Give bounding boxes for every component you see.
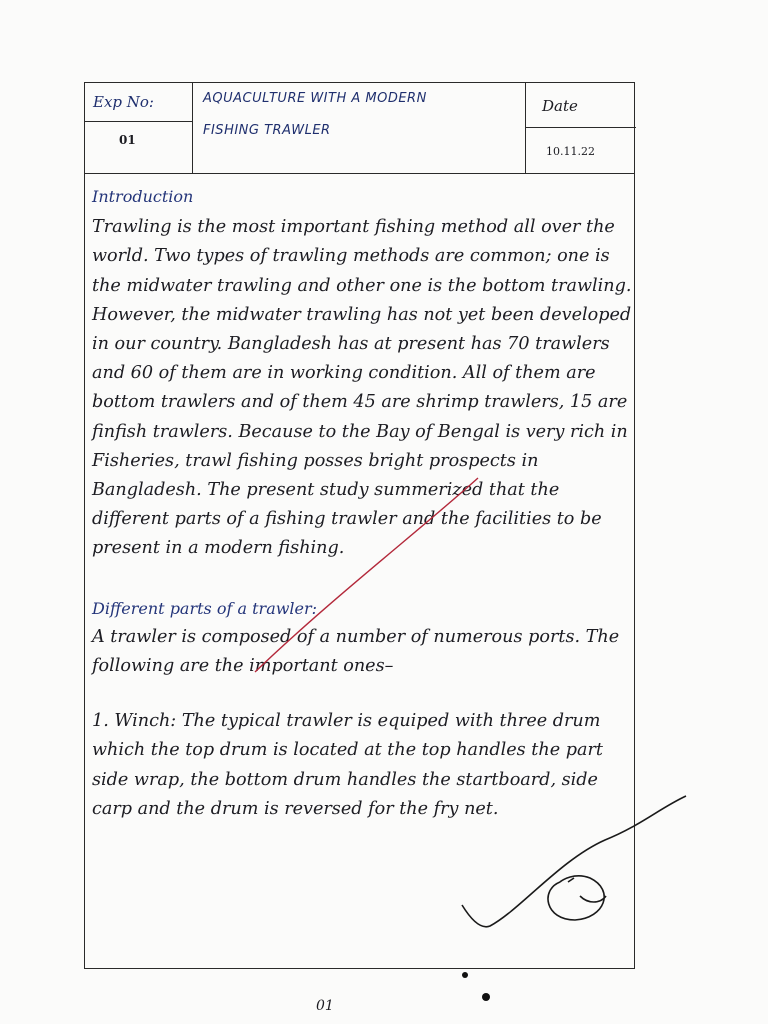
title-cell bbox=[193, 83, 526, 173]
date-value: 10.11.22 bbox=[546, 145, 595, 158]
ink-dot bbox=[462, 972, 468, 978]
exp-label: Exp No: bbox=[93, 93, 154, 111]
exp-cell bbox=[85, 83, 193, 173]
document-body bbox=[92, 182, 640, 824]
divider bbox=[85, 121, 192, 122]
ink-dot bbox=[482, 993, 490, 1001]
divider bbox=[526, 127, 636, 128]
parts-paragraph: A trawler is composed of a number of numerous ports. The following are the important ones– bbox=[92, 626, 620, 677]
title-line-2: FISHING TRAWLER bbox=[203, 123, 331, 138]
header-table bbox=[85, 83, 634, 174]
intro-paragraph: Trawling is the most important fishing method all over the world. Two types of trawling methods are common; one is the midwater trawling and other one is the bottom trawling. However, the midwater trawling has not yet been developed in our country. Bangladesh has at present has 70 trawlers and 60 of them are in working condition. All of them are bottom trawlers and of them 45 are shrimp trawlers, 15 are finfish trawlers. Because to the Bay of Bengal is very rich in Fisheries, trawl fishing posses bright prospects in Bangladesh. The present study summerized that the different parts of a fishing trawler and the facilities to be present in a modern fishing. bbox=[92, 217, 632, 559]
intro-heading: Introduction bbox=[92, 187, 194, 206]
date-label: Date bbox=[542, 97, 578, 115]
winch-paragraph: 1. Winch: The typical trawler is equiped with three drum which the top drum is located at the top handles the part side wrap, the bottom drum handles the startboard, side carp and the drum is reversed for the fry net. bbox=[92, 711, 603, 819]
exp-number: 01 bbox=[119, 133, 136, 147]
spacer bbox=[92, 564, 640, 594]
title-line-1: AQUACULTURE WITH A MODERN bbox=[203, 91, 427, 106]
page-number: 01 bbox=[316, 998, 334, 1014]
parts-heading: Different parts of a trawler: bbox=[92, 598, 318, 618]
date-cell bbox=[526, 83, 636, 173]
